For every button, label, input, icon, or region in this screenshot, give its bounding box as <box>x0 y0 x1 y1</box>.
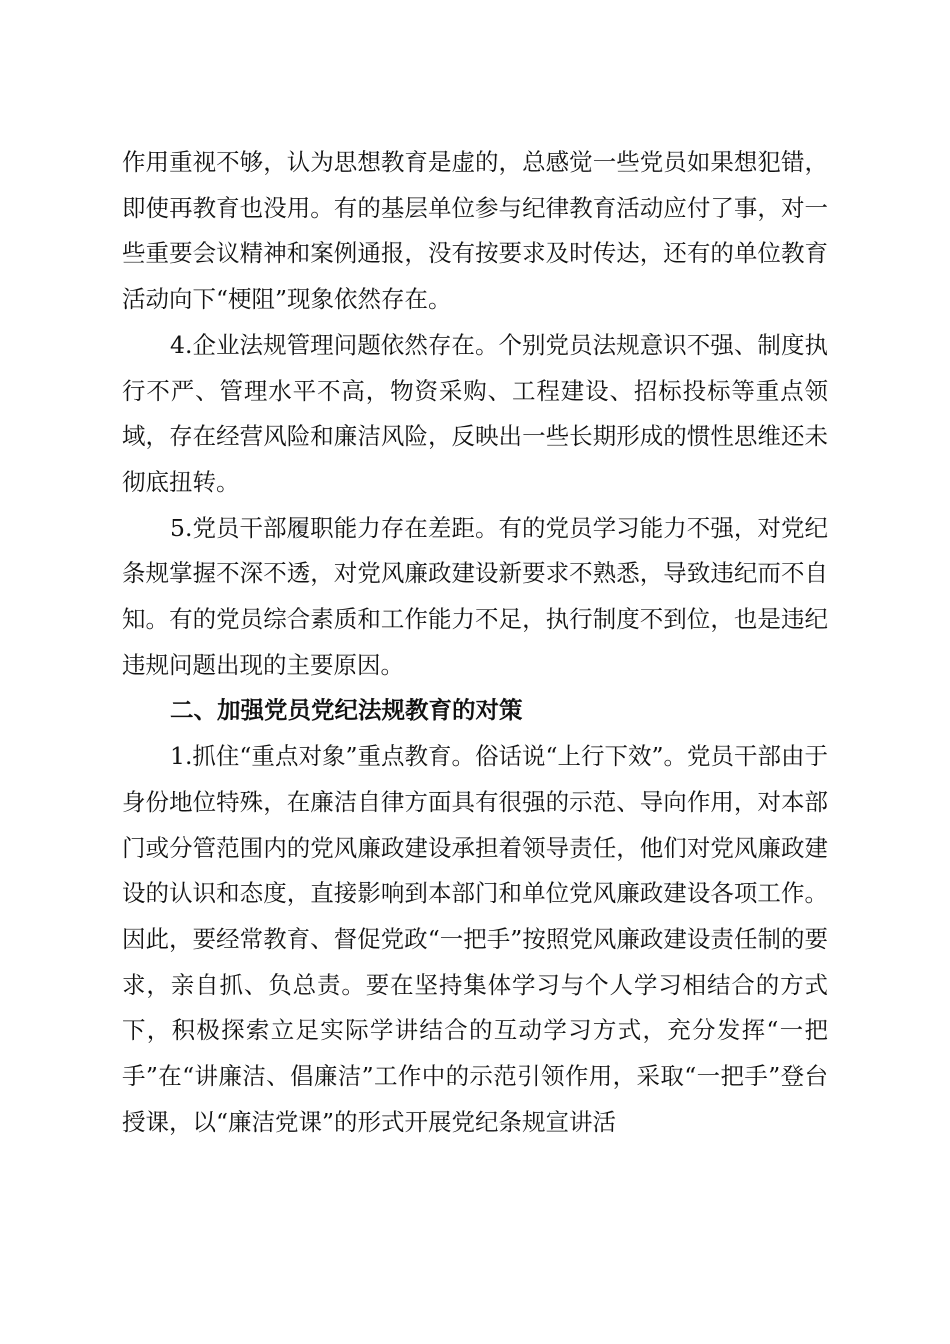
paragraph-item-4: 4.企业法规管理问题依然存在。个别党员法规意识不强、制度执行不严、管理水平不高，物资采购、工程建设、招标投标等重点领域，存在经营风险和廉洁风险，反映出一些长期形成的惯性思维还未彻底扭转。 <box>122 330 828 496</box>
paragraph-item-1: 1.抓住“重点对象”重点教育。俗话说“上行下效”。党员干部由于身份地位特殊，在廉洁自律方面具有很强的示范、导向作用，对本部门或分管范围内的党风廉政建设承担着领导责任，他们对党风廉政建设的认识和态度，直接影响到本部门和单位党风廉政建设各项工作。因此，要经常教育、督促党政“一把手”按照党风廉政建设责任制的要求，亲自抓、负总责。要在坚持集体学习与个人学习相结合的方式下，积极探索立足实际学讲结合的互动学习方式，充分发挥“一把手”在“讲廉洁、倡廉洁”工作中的示范引领作用，采取“一把手”登台授课，以“廉洁党课”的形式开展党纪条规宣讲活 <box>122 742 828 1136</box>
section-heading: 二、加强党员党纪法规教育的对策 <box>170 696 523 725</box>
document-body <box>122 140 828 1145</box>
paragraph-item-5: 5.党员干部履职能力存在差距。有的党员学习能力不强，对党纪条规掌握不深不透，对党风廉政建设新要求不熟悉，导致违纪而不自知。有的党员综合素质和工作能力不足，执行制度不到位，也是违纪违规问题出现的主要原因。 <box>122 513 828 679</box>
paragraph-continuation: 作用重视不够，认为思想教育是虚的，总感觉一些党员如果想犯错，即使再教育也没用。有的基层单位参与纪律教育活动应付了事，对一些重要会议精神和案例通报，没有按要求及时传达，还有的单位教育活动向下“梗阻”现象依然存在。 <box>122 148 828 314</box>
